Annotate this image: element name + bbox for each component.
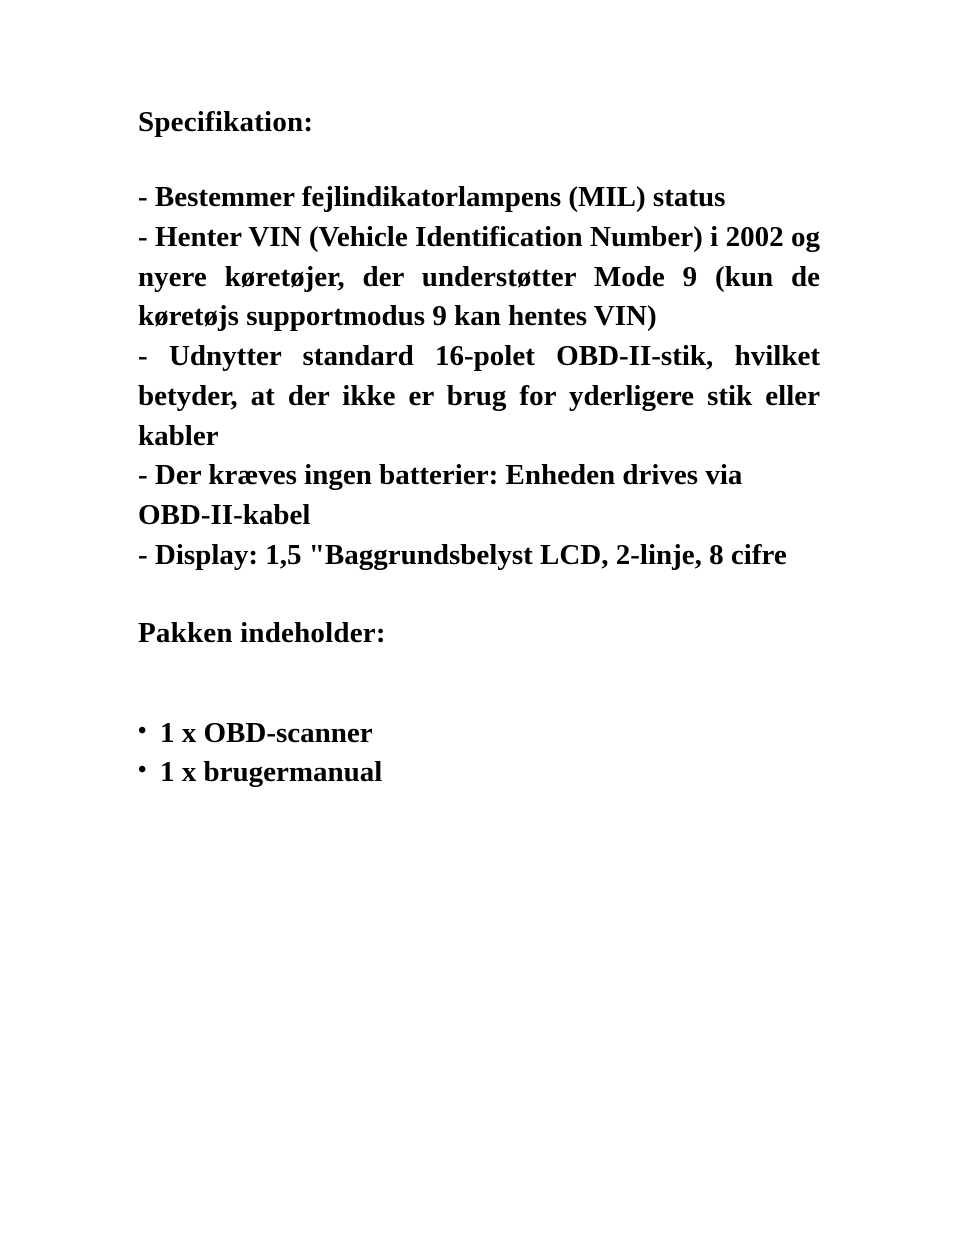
specification-list bbox=[138, 178, 820, 575]
list-item: - Display: 1,5 "Baggrundsbelyst LCD, 2-linje, 8 cifre bbox=[138, 538, 787, 571]
list-item: - Bestemmer fejlindikatorlampens (MIL) status bbox=[138, 181, 726, 214]
package-contents-list bbox=[138, 714, 820, 793]
bullet-icon: • bbox=[138, 717, 147, 744]
list-item: - Der kræves ingen batterier: Enheden drives via OBD-II-kabel bbox=[138, 459, 743, 531]
list-item bbox=[138, 714, 820, 754]
list-item bbox=[138, 753, 820, 793]
list-item: - Udnytter standard 16-polet OBD-II-stik, hvilket betyder, at der ikke er brug for yderligere stik eller kabler bbox=[138, 340, 820, 452]
spacer bbox=[138, 652, 820, 714]
list-item-label: 1 x OBD-scanner bbox=[160, 716, 373, 749]
list-item: - Henter VIN (Vehicle Identification Number) i 2002 og nyere køretøjer, der understøtter Mode 9 (kun de køretøjs supportmodus 9 kan hentes VIN) bbox=[138, 220, 820, 333]
spacer bbox=[138, 575, 820, 615]
spacer bbox=[138, 140, 820, 178]
list-item-label: 1 x brugermanual bbox=[160, 756, 383, 789]
page-title: Specifikation: bbox=[138, 106, 314, 138]
bullet-icon: • bbox=[138, 757, 147, 784]
package-heading: Pakken indeholder: bbox=[138, 617, 386, 650]
